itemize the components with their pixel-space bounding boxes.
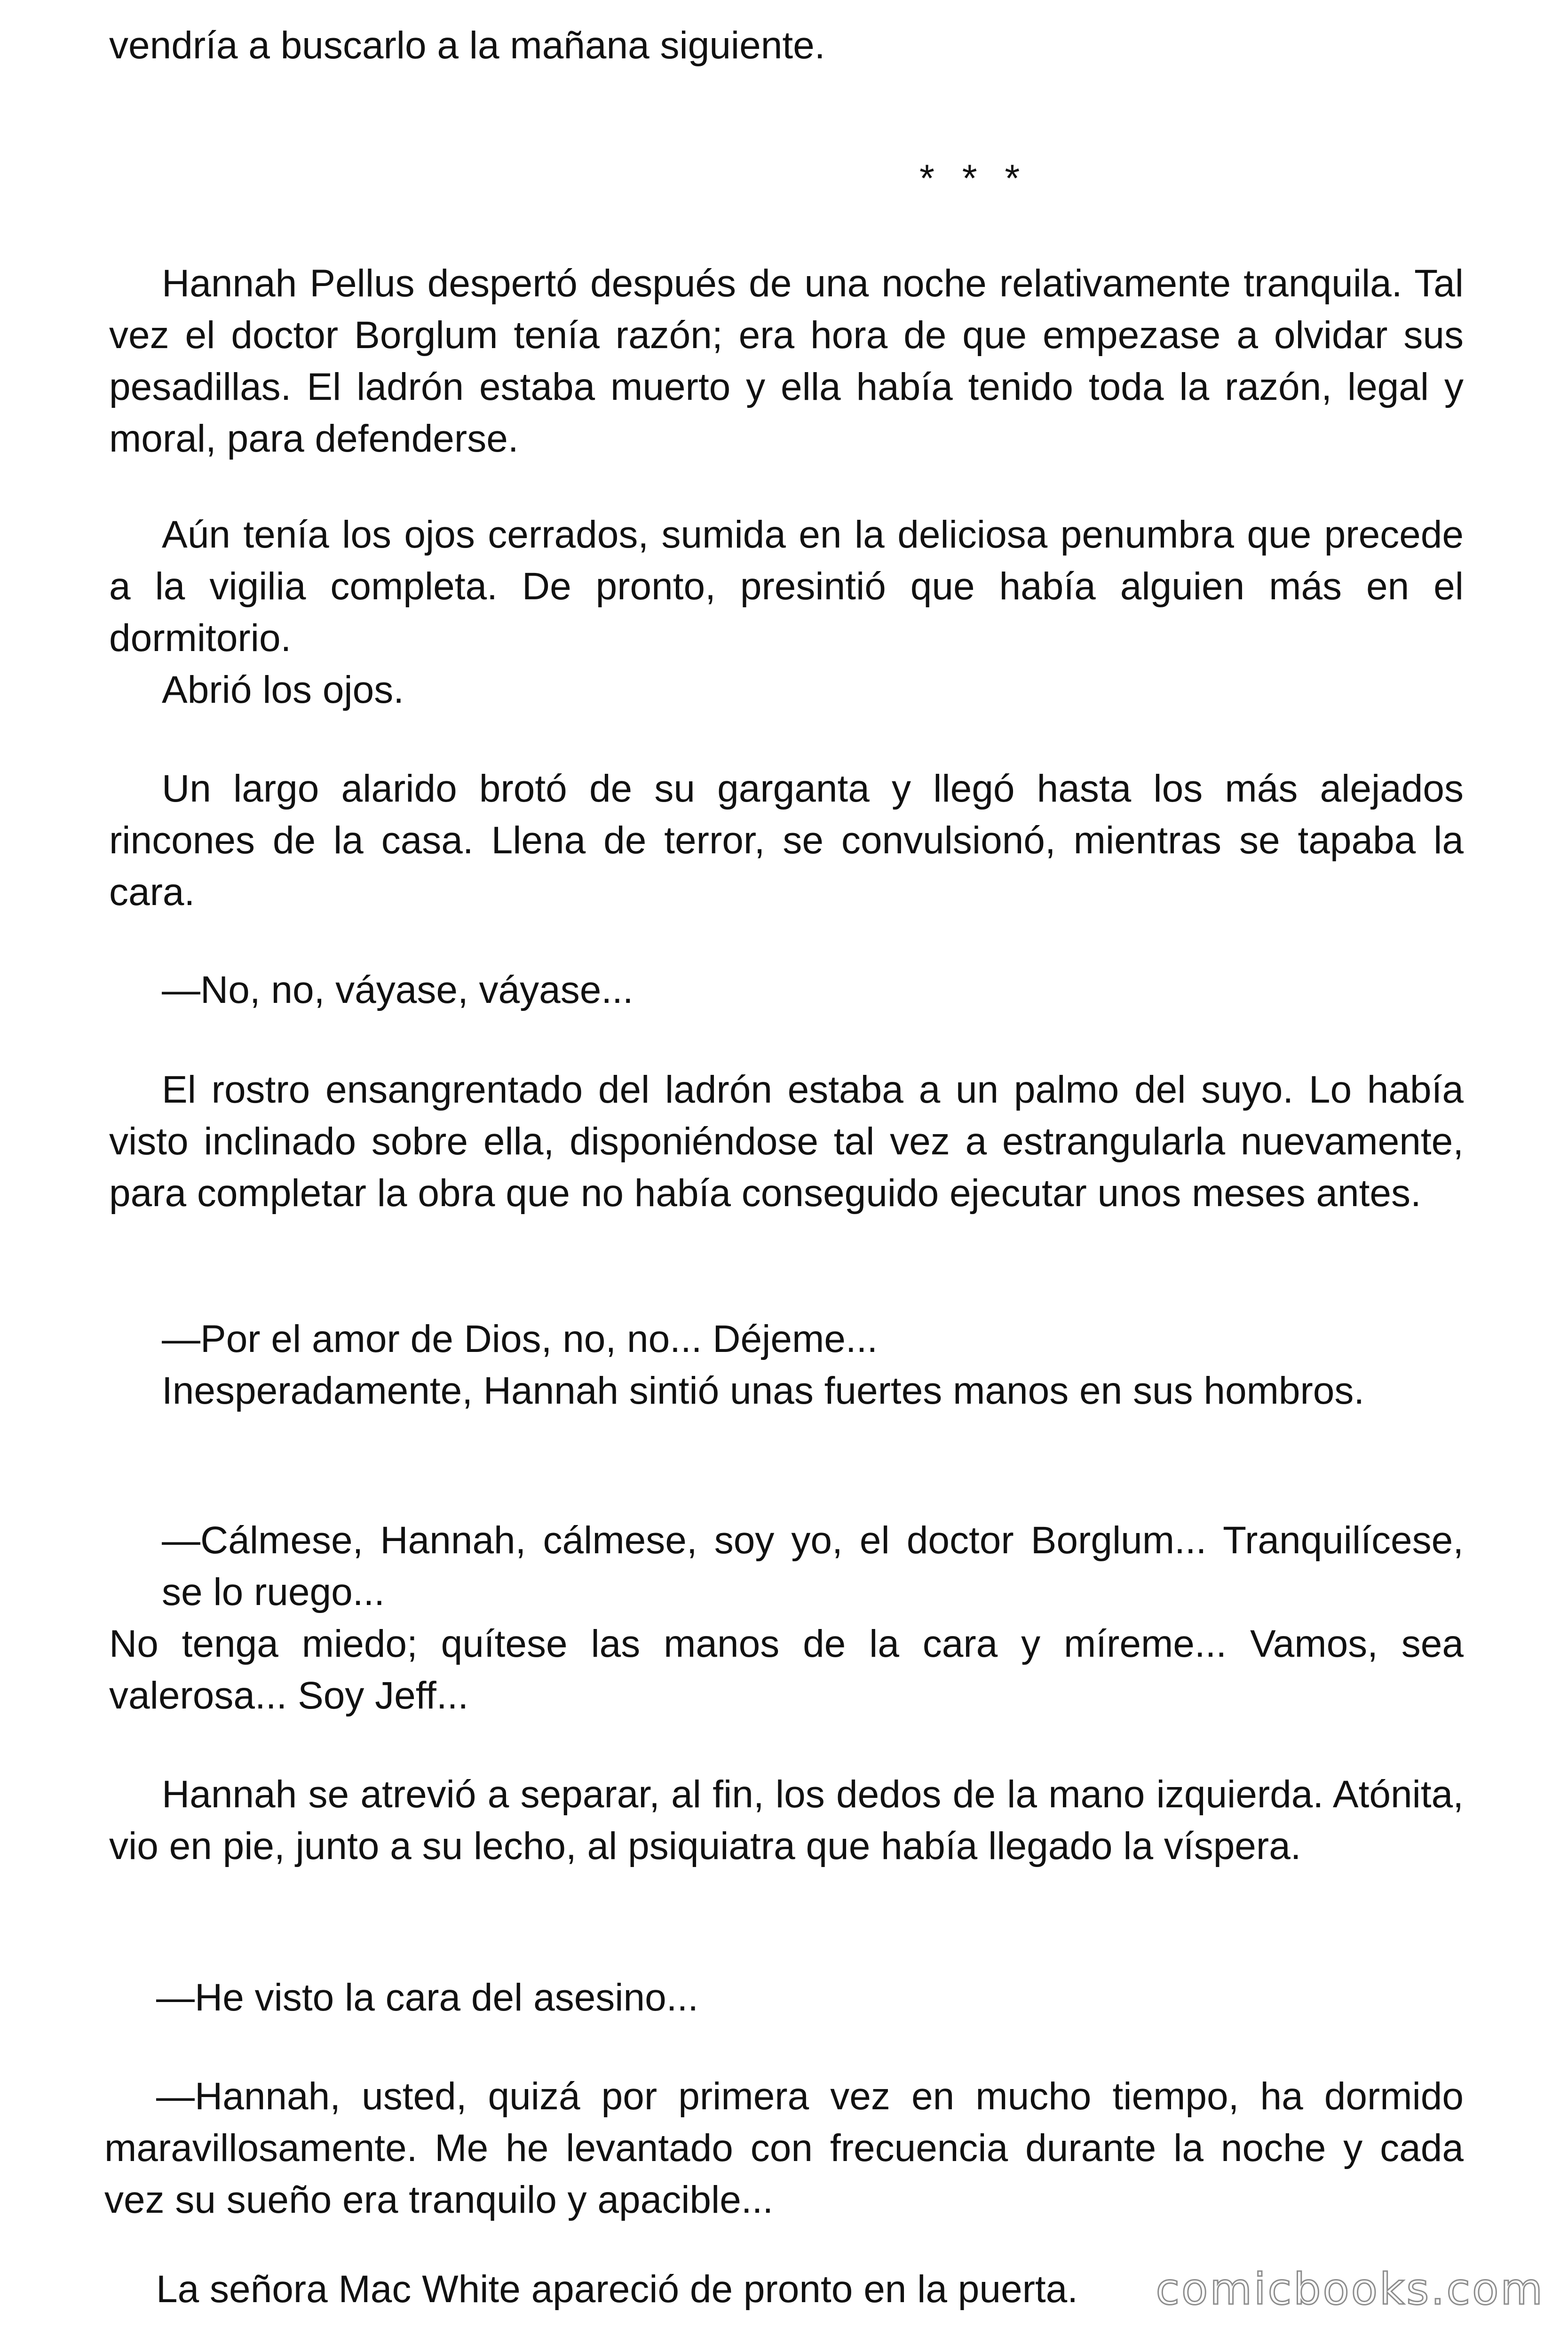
section-separator: * * *: [919, 157, 1029, 200]
dialogue-line: —Hannah, usted, quizá por primera vez en mucho tiempo, ha dormido maravillosamente. Me he levantado con frecuencia durante la noche y cada vez su sueño era tranquilo y apacible...: [104, 2075, 1464, 2221]
text-line: vendría a buscarlo a la mañana siguiente.: [109, 24, 825, 67]
paragraph: Aún tenía los ojos cerrados, sumida en la deliciosa penumbra que precede a la vigilia completa. De pronto, presintió que había alguien más en el dormitorio.: [109, 513, 1464, 660]
dialogue-line: —He visto la cara del asesino...: [156, 1976, 699, 2019]
watermark-logo: comicbooks.com: [1156, 2264, 1544, 2314]
paragraph: Abrió los ojos.: [162, 668, 404, 711]
paragraph: La señora Mac White apareció de pronto en la puerta.: [156, 2268, 1078, 2311]
paragraph: Inesperadamente, Hannah sintió unas fuertes manos en sus hombros.: [162, 1369, 1365, 1412]
paragraph: El rostro ensangrentado del ladrón estaba a un palmo del suyo. Lo había visto inclinado sobre ella, disponiéndose tal vez a estrangularla nuevamente, para completar la obra que no había conseguido ejecutar unos meses antes.: [109, 1068, 1464, 1215]
dialogue-line: —Por el amor de Dios, no, no... Déjeme...: [162, 1318, 878, 1360]
paragraph: Hannah se atrevió a separar, al fin, los dedos de la mano izquierda. Atónita, vio en pie, junto a su lecho, al psiquiatra que había llegado la víspera.: [109, 1773, 1464, 1867]
dialogue-line: No tenga miedo; quítese las manos de la cara y míreme... Vamos, sea valerosa... Soy Jeff...: [109, 1622, 1464, 1717]
paragraph: Hannah Pellus despertó después de una noche relativamente tranquila. Tal vez el doctor Borglum tenía razón; era hora de que empezase a olvidar sus pesadillas. El ladrón estaba muerto y ella había tenido toda la razón, legal y moral, para defenderse.: [109, 262, 1464, 460]
dialogue-line: —No, no, váyase, váyase...: [162, 969, 634, 1011]
dialogue-line: —Cálmese, Hannah, cálmese, soy yo, el doctor Borglum... Tranquilícese, se lo ruego...: [162, 1519, 1464, 1613]
paragraph: Un largo alarido brotó de su garganta y llegó hasta los más alejados rincones de la casa. Llena de terror, se convulsionó, mientras se tapaba la cara.: [109, 767, 1464, 914]
